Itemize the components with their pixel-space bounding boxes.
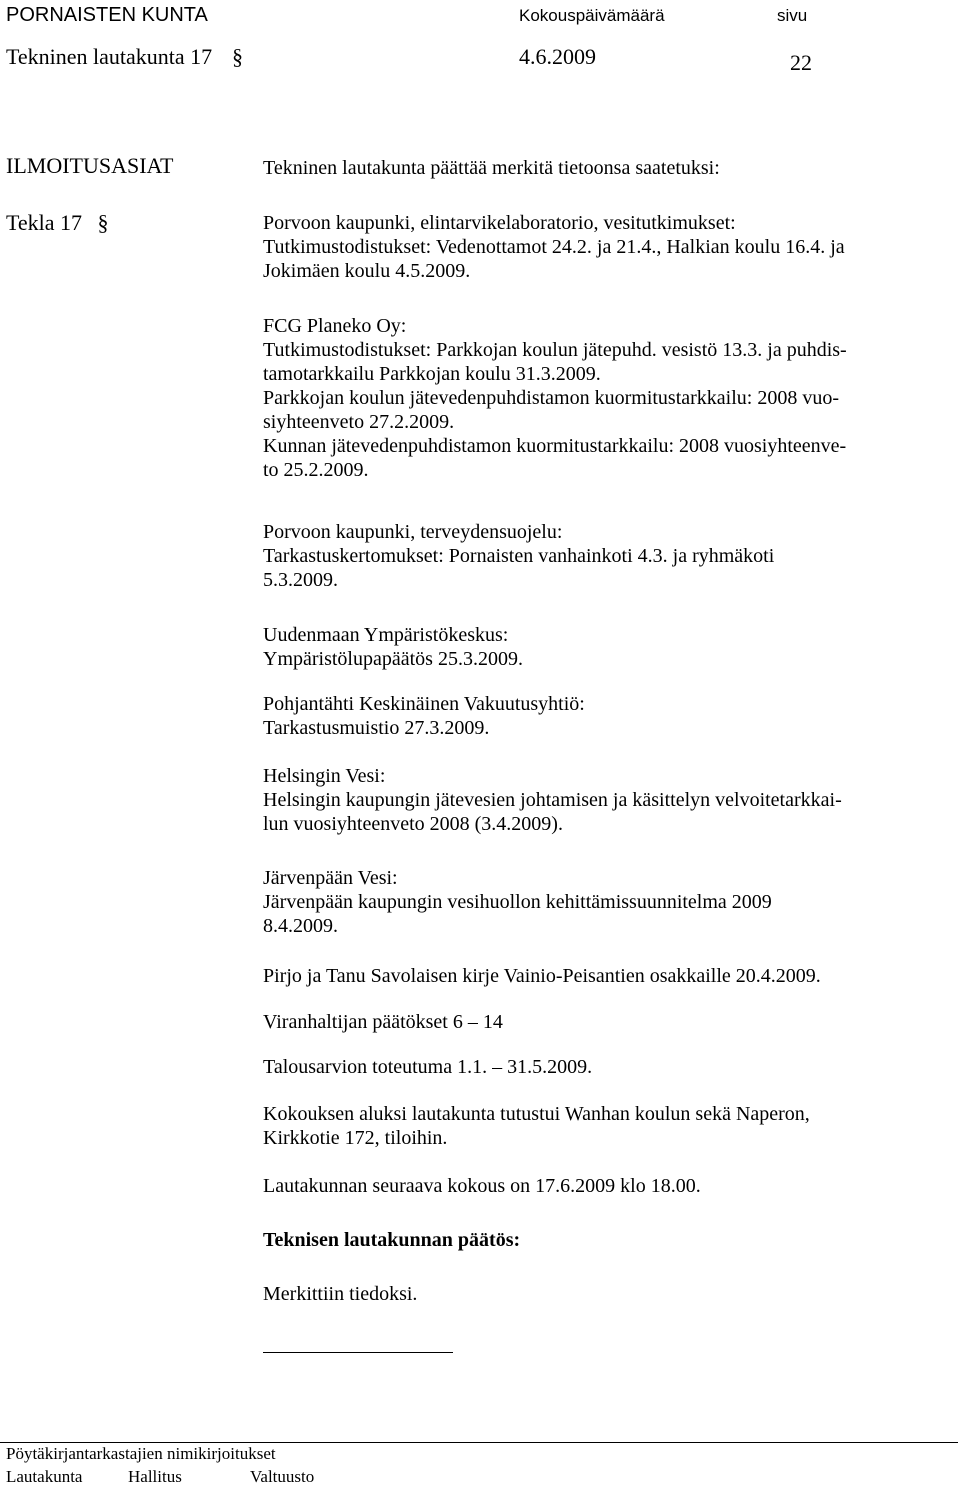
category-heading: ILMOITUSASIAT — [6, 153, 174, 178]
footer-rule — [0, 1442, 958, 1443]
uudenmaa-notice — [263, 623, 953, 671]
municipality-name: PORNAISTEN KUNTA — [6, 4, 208, 26]
page-number: 22 — [790, 50, 812, 75]
visit-notice — [263, 1102, 953, 1150]
intro-paragraph: Tekninen lautakunta päättää merkitä tietoonsa saatetuksi: — [263, 157, 720, 179]
role-lautakunta: Lautakunta — [6, 1467, 83, 1486]
item-section-symbol: § — [97, 210, 109, 235]
item-ref-text: Tekla 17 — [6, 210, 83, 235]
helsinki-notice — [263, 764, 953, 836]
notice-line: Porvoon kaupunki, elintarvikelaboratorio, vesitutkimukset: — [263, 212, 736, 234]
notice-line: siyhteenveto 27.2.2009. — [263, 411, 455, 433]
notice-line: Porvoon kaupunki, terveydensuojelu: — [263, 521, 563, 543]
notice-line: 5.3.2009. — [263, 569, 338, 591]
budget-notice: Talousarvion toteutuma 1.1. – 31.5.2009. — [263, 1056, 593, 1078]
signature-line — [263, 1352, 453, 1353]
notice-line: Tutkimustodistukset: Parkkojan koulun jätepuhd. vesistö 13.3. ja puhdis- — [263, 339, 847, 361]
decision-text: Merkittiin tiedoksi. — [263, 1283, 418, 1305]
notice-line: to 25.2.2009. — [263, 459, 369, 481]
porvoo-health-notice — [263, 520, 953, 592]
notice-line: Uudenmaan Ympäristökeskus: — [263, 624, 509, 646]
notice-line: Helsingin kaupungin jätevesien johtamisen ja käsittelyn velvoitetarkkai- — [263, 789, 842, 811]
notice-line: Helsingin Vesi: — [263, 765, 386, 787]
letter-notice: Pirjo ja Tanu Savolaisen kirje Vainio-Peisantien osakkaille 20.4.2009. — [263, 965, 821, 987]
notice-line: Tutkimustodistukset: Vedenottamot 24.2. ja 21.4., Halkian koulu 16.4. ja — [263, 236, 845, 258]
notice-line: Tarkastusmuistio 27.3.2009. — [263, 717, 490, 739]
jarvenpaa-notice — [263, 866, 953, 938]
notice-line: tamotarkkailu Parkkojan koulu 31.3.2009. — [263, 363, 601, 385]
committee-name: Tekninen lautakunta 17 — [6, 44, 213, 69]
notice-line: Kokouksen aluksi lautakunta tutustui Wanhan koulun sekä Naperon, — [263, 1103, 810, 1125]
notice-line: lun vuosiyhteenveto 2008 (3.4.2009). — [263, 813, 563, 835]
pohjantahti-notice — [263, 692, 953, 740]
porvoo-lab-notice — [263, 211, 953, 283]
decision-heading: Teknisen lautakunnan päätös: — [263, 1229, 521, 1251]
notice-line: Kirkkotie 172, tiloihin. — [263, 1127, 448, 1149]
section-symbol: § — [232, 44, 243, 69]
notice-line: Tarkastuskertomukset: Pornaisten vanhainkoti 4.3. ja ryhmäkoti — [263, 545, 775, 567]
notice-line: Ympäristölupapäätös 25.3.2009. — [263, 648, 523, 670]
next-meeting-notice: Lautakunnan seuraava kokous on 17.6.2009 klo 18.00. — [263, 1175, 701, 1197]
item-reference — [6, 210, 109, 236]
notice-line: Järvenpään kaupungin vesihuollon kehittämissuunnitelma 2009 — [263, 891, 772, 913]
footer-roles — [6, 1467, 406, 1487]
page-header — [0, 0, 960, 80]
notice-line: Kunnan jätevedenpuhdistamon kuormitustarkkailu: 2008 vuosiyhteenve- — [263, 435, 847, 457]
notice-line: FCG Planeko Oy: — [263, 315, 407, 337]
notice-line: Jokimäen koulu 4.5.2009. — [263, 260, 471, 282]
meeting-date: 4.6.2009 — [519, 44, 596, 69]
fcg-notice — [263, 314, 953, 482]
notice-line: Parkkojan koulun jätevedenpuhdistamon kuormitustarkkailu: 2008 vuo- — [263, 387, 840, 409]
notice-line: Järvenpään Vesi: — [263, 867, 398, 889]
meeting-date-label: Kokouspäivämäärä — [519, 6, 665, 25]
page-label: sivu — [777, 6, 808, 25]
role-hallitus: Hallitus — [128, 1467, 182, 1486]
notice-line: 8.4.2009. — [263, 915, 338, 937]
decisions-notice: Viranhaltijan päätökset 6 – 14 — [263, 1011, 503, 1033]
role-valtuusto: Valtuusto — [250, 1467, 315, 1486]
notice-line: Pohjantähti Keskinäinen Vakuutusyhtiö: — [263, 693, 585, 715]
initials-label: Pöytäkirjantarkastajien nimikirjoitukset — [6, 1444, 276, 1463]
